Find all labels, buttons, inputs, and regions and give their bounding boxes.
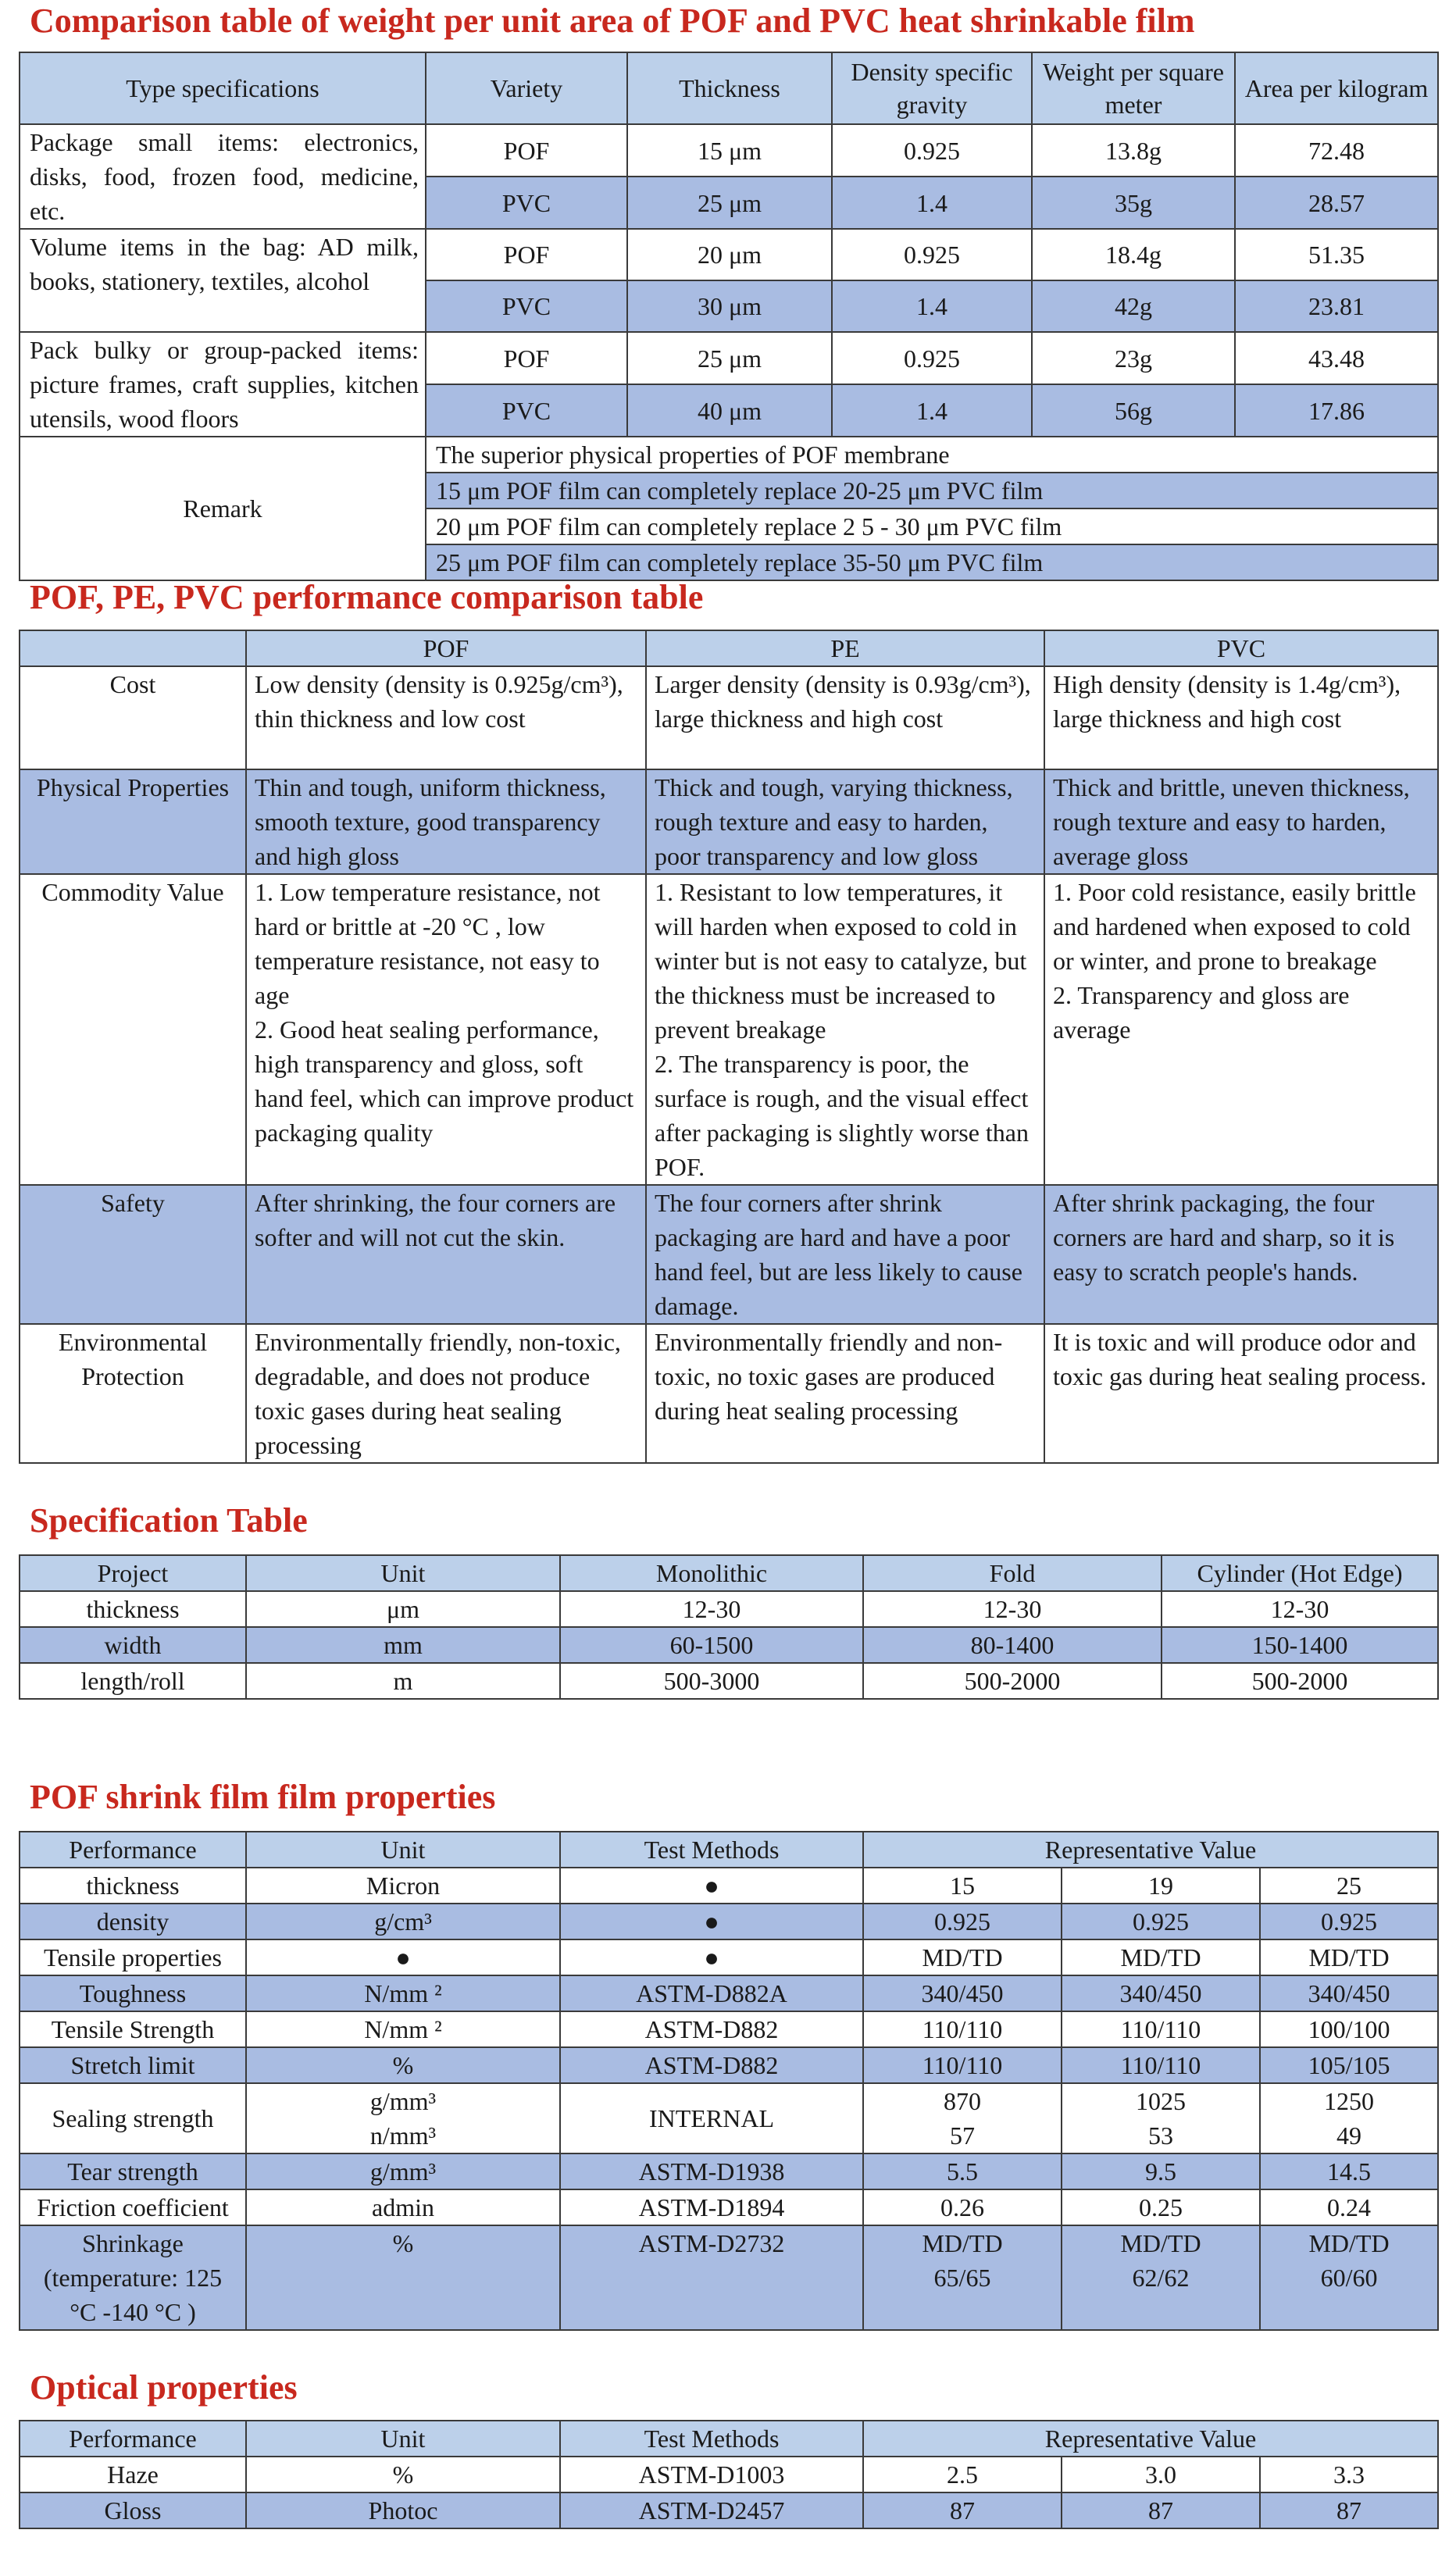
table-cell: 0.26	[863, 2189, 1062, 2225]
type-spec-cell: Volume items in the bag: AD milk, books, stationery, textiles, alcohol	[20, 229, 426, 332]
table-row	[20, 1868, 1438, 1904]
table-cell: After shrinking, the four corners are softer and will not cut the skin.	[246, 1185, 646, 1324]
table-header-row	[20, 52, 1438, 124]
table-cell: 1.4	[832, 384, 1032, 437]
table-cell: Haze	[20, 2457, 246, 2492]
table-cell: thickness	[20, 1591, 246, 1627]
table-cell: 500-2000	[863, 1663, 1162, 1699]
table-cell: 0.925	[832, 124, 1032, 177]
table-cell: 17.86	[1235, 384, 1438, 437]
table-cell: 340/450	[1260, 1975, 1438, 2011]
col-header-unit: Unit	[246, 1555, 560, 1591]
table-cell: 0.24	[1260, 2189, 1438, 2225]
table-cell: width	[20, 1627, 246, 1663]
table-cell: Tensile Strength	[20, 2011, 246, 2047]
table-cell: 1025 53	[1062, 2083, 1260, 2153]
table-cell: ASTM-D1938	[560, 2153, 863, 2189]
table-cell: %	[246, 2225, 560, 2330]
table-cell: Toughness	[20, 1975, 246, 2011]
table-cell: 110/110	[1062, 2047, 1260, 2083]
table-cell: 0.925	[1260, 1904, 1438, 1939]
performance-comparison-table	[19, 630, 1439, 1464]
table-cell: 5.5	[863, 2153, 1062, 2189]
type-spec-cell: Package small items: electronics, disks, food, frozen food, medicine, etc.	[20, 124, 426, 229]
table4-title: POF shrink film film properties	[30, 1778, 496, 1816]
table-row	[20, 1324, 1438, 1463]
remark-line: The superior physical properties of POF membrane	[426, 437, 1438, 473]
table-row	[20, 2011, 1438, 2047]
table-cell: MD/TD 60/60	[1260, 2225, 1438, 2330]
table-row	[20, 2225, 1438, 2330]
table-cell: The four corners after shrink packaging are hard and have a poor hand feel, but are less likely to cause damage.	[646, 1185, 1044, 1324]
type-spec-cell: Pack bulky or group-packed items: picture frames, craft supplies, kitchen utensils, wood floors	[20, 332, 426, 437]
col-header-fold: Fold	[863, 1555, 1162, 1591]
table-cell: 19	[1062, 1868, 1260, 1904]
table-cell: 30 μm	[627, 280, 832, 332]
table-cell: MD/TD 62/62	[1062, 2225, 1260, 2330]
col-header-type: Type specifications	[20, 52, 426, 124]
table-cell: 2.5	[863, 2457, 1062, 2492]
table-row	[20, 874, 1438, 1185]
table-cell: thickness	[20, 1868, 246, 1904]
table-cell: mm	[246, 1627, 560, 1663]
table-cell: 1250 49	[1260, 2083, 1438, 2153]
table-cell: 18.4g	[1032, 229, 1235, 280]
table2-title: POF, PE, PVC performance comparison table	[30, 578, 704, 616]
table-cell: 870 57	[863, 2083, 1062, 2153]
table-row	[20, 1591, 1438, 1627]
table-cell: Tensile properties	[20, 1939, 246, 1975]
table-cell: μm	[246, 1591, 560, 1627]
table-cell: 51.35	[1235, 229, 1438, 280]
table-header-row	[20, 1555, 1438, 1591]
col-header-test-methods: Test Methods	[560, 2421, 863, 2457]
remark-row	[20, 437, 1438, 473]
table-cell: 500-3000	[560, 1663, 863, 1699]
bullet-icon: ●	[560, 1868, 863, 1904]
table-cell: ASTM-D2732	[560, 2225, 863, 2330]
table-cell: POF	[426, 229, 627, 280]
table-cell: g/mm³	[246, 2153, 560, 2189]
table-cell: 72.48	[1235, 124, 1438, 177]
table-cell: ASTM-D882A	[560, 1975, 863, 2011]
table-cell: 42g	[1032, 280, 1235, 332]
table-cell: 80-1400	[863, 1627, 1162, 1663]
table-row	[20, 1185, 1438, 1324]
col-header-empty	[20, 630, 246, 666]
remark-label: Remark	[20, 437, 426, 580]
table-cell: POF	[426, 332, 627, 384]
table-cell: %	[246, 2457, 560, 2492]
table-cell: length/roll	[20, 1663, 246, 1699]
bullet-icon: ●	[246, 1939, 560, 1975]
table-cell: 87	[1260, 2492, 1438, 2528]
table-cell: 0.925	[863, 1904, 1062, 1939]
table-cell: 25 μm	[627, 177, 832, 229]
table-cell: 1. Poor cold resistance, easily brittle and hardened when exposed to cold or winter, and prone to breakage 2. Transparency and gloss are average	[1044, 874, 1438, 1185]
table-row	[20, 2083, 1438, 2153]
table-row	[20, 2189, 1438, 2225]
col-header-weight: Weight per square meter	[1032, 52, 1235, 124]
table-cell: INTERNAL	[560, 2083, 863, 2153]
table-row	[20, 229, 1438, 280]
table-cell: PVC	[426, 384, 627, 437]
table-cell: 3.0	[1062, 2457, 1260, 2492]
table-cell: 12-30	[560, 1591, 863, 1627]
table-row	[20, 2047, 1438, 2083]
table-cell: N/mm ²	[246, 1975, 560, 2011]
table-cell: Environmentally friendly and non-toxic, no toxic gases are produced during heat sealing processing	[646, 1324, 1044, 1463]
pof-properties-table	[19, 1831, 1439, 2331]
table-row	[20, 2492, 1438, 2528]
table-cell: 150-1400	[1162, 1627, 1438, 1663]
table-cell: ASTM-D2457	[560, 2492, 863, 2528]
table-cell: Shrinkage (temperature: 125 °C -140 °C )	[20, 2225, 246, 2330]
col-header-project: Project	[20, 1555, 246, 1591]
table-cell: 28.57	[1235, 177, 1438, 229]
table-cell: 20 μm	[627, 229, 832, 280]
table-row	[20, 2457, 1438, 2492]
table-cell: ASTM-D882	[560, 2011, 863, 2047]
table-cell: admin	[246, 2189, 560, 2225]
table-cell: Gloss	[20, 2492, 246, 2528]
table-cell: 12-30	[1162, 1591, 1438, 1627]
table-cell: 0.925	[832, 229, 1032, 280]
table-cell: Stretch limit	[20, 2047, 246, 2083]
table-cell: 15 μm	[627, 124, 832, 177]
table-cell: 25	[1260, 1868, 1438, 1904]
optical-properties-table	[19, 2420, 1439, 2529]
row-label-physical: Physical Properties	[20, 769, 246, 874]
table-row	[20, 2153, 1438, 2189]
table-cell: 23g	[1032, 332, 1235, 384]
table-cell: 12-30	[863, 1591, 1162, 1627]
table-cell: Sealing strength	[20, 2083, 246, 2153]
col-header-area: Area per kilogram	[1235, 52, 1438, 124]
table5-title: Optical properties	[30, 2368, 298, 2407]
col-header-test-methods: Test Methods	[560, 1832, 863, 1868]
table-cell: After shrink packaging, the four corners are hard and sharp, so it is easy to scratch people's hands.	[1044, 1185, 1438, 1324]
table-cell: ASTM-D882	[560, 2047, 863, 2083]
col-header-representative-value: Representative Value	[863, 1832, 1438, 1868]
col-header-pvc: PVC	[1044, 630, 1438, 666]
table-row	[20, 332, 1438, 384]
table3-title: Specification Table	[30, 1501, 308, 1540]
col-header-pof: POF	[246, 630, 646, 666]
table-cell: Environmentally friendly, non-toxic, degradable, and does not produce toxic gases during heat sealing processing	[246, 1324, 646, 1463]
table-cell: 3.3	[1260, 2457, 1438, 2492]
row-label-cost: Cost	[20, 666, 246, 769]
table-cell: 13.8g	[1032, 124, 1235, 177]
table-cell: 43.48	[1235, 332, 1438, 384]
table-cell: 87	[863, 2492, 1062, 2528]
bullet-icon: ●	[560, 1904, 863, 1939]
table-row	[20, 1627, 1438, 1663]
table-cell: 56g	[1032, 384, 1235, 437]
table-cell: 14.5	[1260, 2153, 1438, 2189]
table-cell: MD/TD	[863, 1939, 1062, 1975]
table1-title: Comparison table of weight per unit area of POF and PVC heat shrinkable film	[30, 2, 1195, 40]
table-cell: 0.925	[1062, 1904, 1260, 1939]
table-cell: 110/110	[1062, 2011, 1260, 2047]
col-header-performance: Performance	[20, 1832, 246, 1868]
table-cell: ASTM-D1003	[560, 2457, 863, 2492]
col-header-unit: Unit	[246, 2421, 560, 2457]
row-label-environmental: Environmental Protection	[20, 1324, 246, 1463]
table-row	[20, 1939, 1438, 1975]
table-header-row	[20, 2421, 1438, 2457]
table-cell: m	[246, 1663, 560, 1699]
remark-line: 15 μm POF film can completely replace 20-25 μm PVC film	[426, 473, 1438, 508]
row-label-safety: Safety	[20, 1185, 246, 1324]
table-cell: Thick and tough, varying thickness, rough texture and easy to harden, poor transparency and low gloss	[646, 769, 1044, 874]
table-cell: Tear strength	[20, 2153, 246, 2189]
col-header-representative-value: Representative Value	[863, 2421, 1438, 2457]
row-label-commodity: Commodity Value	[20, 874, 246, 1185]
table-cell: g/cm³	[246, 1904, 560, 1939]
specification-table	[19, 1554, 1439, 1700]
table-cell: g/mm³ n/mm³	[246, 2083, 560, 2153]
table-cell: %	[246, 2047, 560, 2083]
table-cell: 87	[1062, 2492, 1260, 2528]
table-cell: 0.925	[832, 332, 1032, 384]
table-cell: MD/TD 65/65	[863, 2225, 1062, 2330]
table-row	[20, 769, 1438, 874]
table-header-row	[20, 1832, 1438, 1868]
table-cell: N/mm ²	[246, 2011, 560, 2047]
table-cell: ASTM-D1894	[560, 2189, 863, 2225]
col-header-thickness: Thickness	[627, 52, 832, 124]
table-cell: Friction coefficient	[20, 2189, 246, 2225]
table-cell: 35g	[1032, 177, 1235, 229]
table-cell: 105/105	[1260, 2047, 1438, 2083]
col-header-cylinder: Cylinder (Hot Edge)	[1162, 1555, 1438, 1591]
table-cell: 1.4	[832, 177, 1032, 229]
table-cell: PVC	[426, 280, 627, 332]
col-header-performance: Performance	[20, 2421, 246, 2457]
col-header-monolithic: Monolithic	[560, 1555, 863, 1591]
table-cell: Low density (density is 0.925g/cm³), thin thickness and low cost	[246, 666, 646, 769]
remark-line: 25 μm POF film can completely replace 35-50 μm PVC film	[426, 544, 1438, 580]
table-cell: 110/110	[863, 2011, 1062, 2047]
table-row	[20, 1975, 1438, 2011]
table-cell: Larger density (density is 0.93g/cm³), large thickness and high cost	[646, 666, 1044, 769]
table-cell: 60-1500	[560, 1627, 863, 1663]
table-cell: Micron	[246, 1868, 560, 1904]
col-header-unit: Unit	[246, 1832, 560, 1868]
table-cell: Thick and brittle, uneven thickness, rough texture and easy to harden, average gloss	[1044, 769, 1438, 874]
col-header-variety: Variety	[426, 52, 627, 124]
table-cell: Photoc	[246, 2492, 560, 2528]
table-cell: MD/TD	[1260, 1939, 1438, 1975]
table-cell: 500-2000	[1162, 1663, 1438, 1699]
table-cell: 9.5	[1062, 2153, 1260, 2189]
table-cell: 340/450	[863, 1975, 1062, 2011]
table-cell: PVC	[426, 177, 627, 229]
remark-line: 20 μm POF film can completely replace 2 5 - 30 μm PVC film	[426, 508, 1438, 544]
weight-comparison-table	[19, 52, 1439, 581]
table-row	[20, 1904, 1438, 1939]
table-cell: High density (density is 1.4g/cm³), large thickness and high cost	[1044, 666, 1438, 769]
table-cell: 0.25	[1062, 2189, 1260, 2225]
table-cell: 340/450	[1062, 1975, 1260, 2011]
table-cell: It is toxic and will produce odor and toxic gas during heat sealing process.	[1044, 1324, 1438, 1463]
table-cell: 1. Low temperature resistance, not hard or brittle at -20 °C , low temperature resistance, not easy to age 2. Good heat sealing performance, high transparency and gloss, soft hand feel, which can improve product packaging quality	[246, 874, 646, 1185]
table-row	[20, 124, 1438, 177]
table-cell: POF	[426, 124, 627, 177]
col-header-density: Density specific gravity	[832, 52, 1032, 124]
table-cell: 100/100	[1260, 2011, 1438, 2047]
col-header-pe: PE	[646, 630, 1044, 666]
table-header-row	[20, 630, 1438, 666]
table-cell: 15	[863, 1868, 1062, 1904]
table-cell: Thin and tough, uniform thickness, smooth texture, good transparency and high gloss	[246, 769, 646, 874]
table-cell: 25 μm	[627, 332, 832, 384]
table-row	[20, 1663, 1438, 1699]
table-row	[20, 666, 1438, 769]
bullet-icon: ●	[560, 1939, 863, 1975]
table-cell: 23.81	[1235, 280, 1438, 332]
table-cell: 40 μm	[627, 384, 832, 437]
table-cell: density	[20, 1904, 246, 1939]
table-cell: 1.4	[832, 280, 1032, 332]
table-cell: MD/TD	[1062, 1939, 1260, 1975]
table-cell: 110/110	[863, 2047, 1062, 2083]
table-cell: 1. Resistant to low temperatures, it will harden when exposed to cold in winter but is not easy to catalyze, but the thickness must be increased to prevent breakage 2. The transparency is poor, the surface is rough, and the visual effect after packaging is slightly worse than POF.	[646, 874, 1044, 1185]
